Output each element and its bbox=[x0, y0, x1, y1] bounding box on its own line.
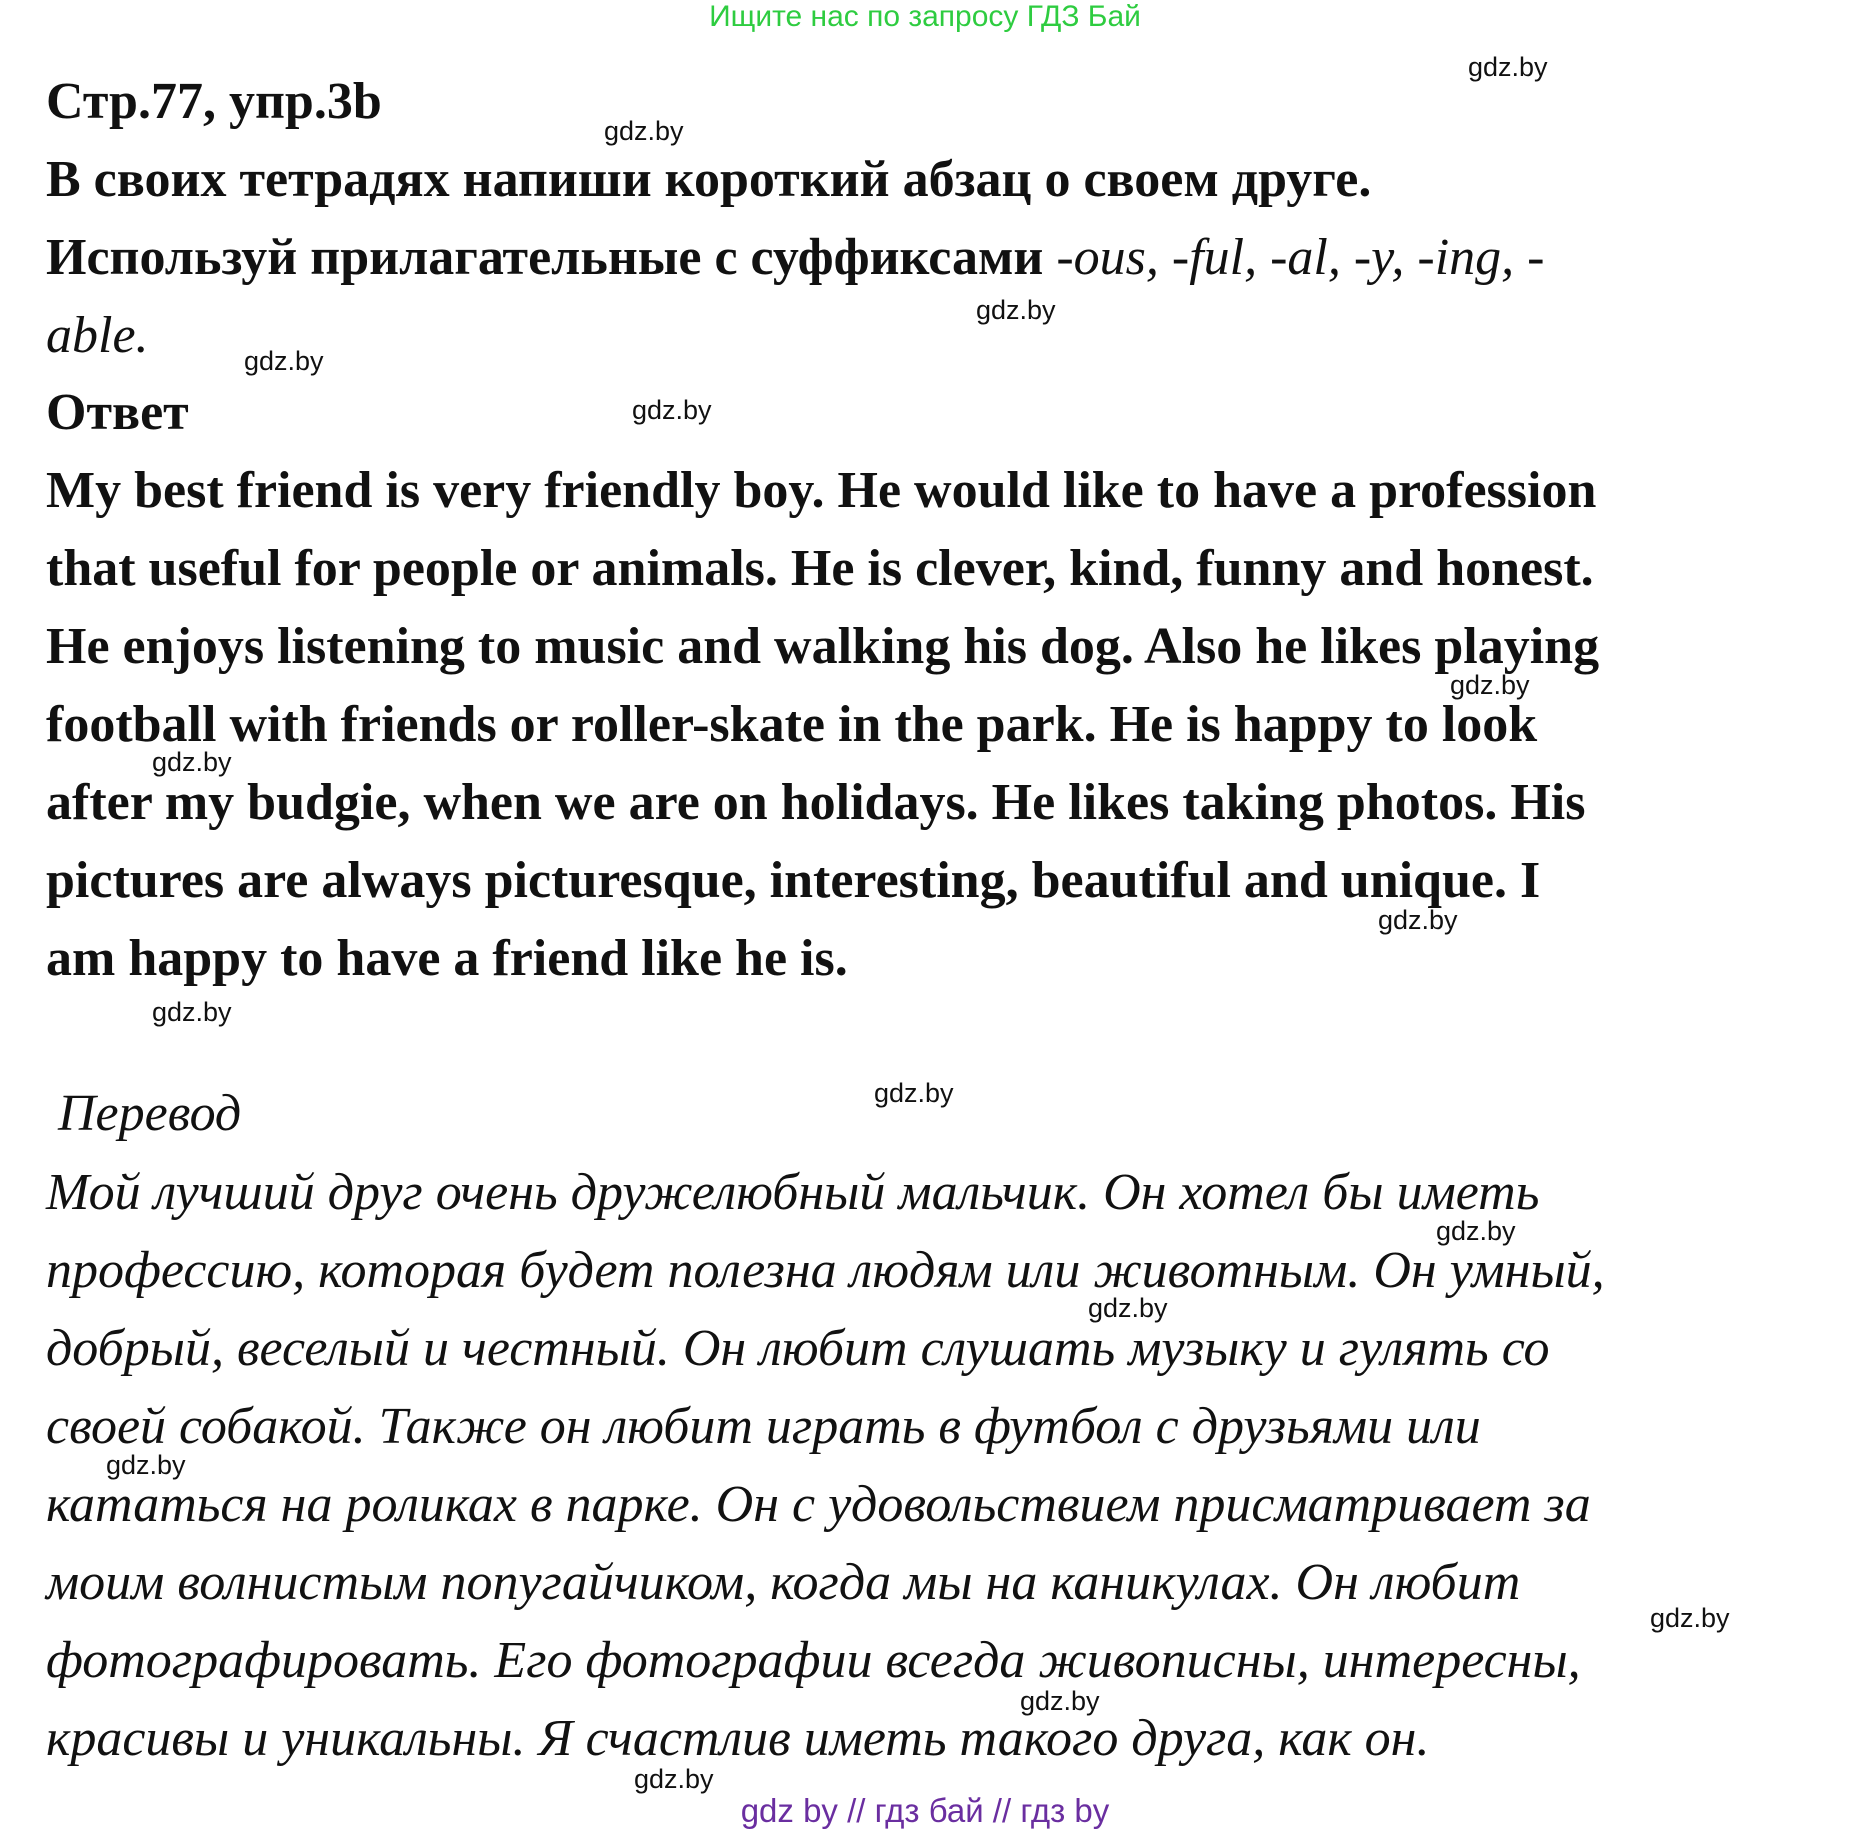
footer-links: gdz by // гдз бай // гдз by bbox=[740, 1792, 1110, 1829]
task-suffixes: -ous, -ful, -al, -y, -ing, - bbox=[1056, 229, 1545, 286]
task-line-2 bbox=[46, 229, 1545, 286]
watermark: gdz.by bbox=[632, 395, 712, 425]
watermark: gdz.by bbox=[634, 1764, 714, 1794]
watermark: gdz.by bbox=[244, 346, 324, 376]
translation-line: Мой лучший друг очень дружелюбный мальчик. Он хотел бы иметь bbox=[46, 1164, 1540, 1221]
watermark: gdz.by bbox=[152, 997, 232, 1027]
answer-line: football with friends or roller-skate in the park. He is happy to look bbox=[46, 696, 1538, 753]
watermark: gdz.by bbox=[1020, 1686, 1100, 1716]
page-heading: Стр.77, упр.3b bbox=[46, 73, 382, 130]
top-banner: Ищите нас по запросу ГДЗ Бай bbox=[709, 0, 1141, 33]
watermark: gdz.by bbox=[1450, 670, 1530, 700]
watermark: gdz.by bbox=[1088, 1293, 1168, 1323]
watermark: gdz.by bbox=[1436, 1216, 1516, 1246]
watermark: gdz.by bbox=[1468, 52, 1548, 82]
watermark: gdz.by bbox=[1650, 1603, 1730, 1633]
answer-line: am happy to have a friend like he is. bbox=[46, 930, 848, 987]
task-line-3: able. bbox=[46, 307, 149, 364]
translation-line: фотографировать. Его фотографии всегда живописны, интересны, bbox=[46, 1632, 1581, 1689]
watermark: gdz.by bbox=[106, 1450, 186, 1480]
task-line-2-bold: Используй прилагательные с суффиксами bbox=[46, 229, 1057, 286]
watermark: gdz.by bbox=[152, 747, 232, 777]
translation-line: красивы и уникальны. Я счастлив иметь такого друга, как он. bbox=[46, 1710, 1430, 1767]
translation-label: Перевод bbox=[58, 1085, 242, 1142]
answer-line: after my budgie, when we are on holidays. He likes taking photos. His bbox=[46, 774, 1586, 831]
answer-line: He enjoys listening to music and walking his dog. Also he likes playing bbox=[46, 618, 1600, 675]
watermark: gdz.by bbox=[976, 295, 1056, 325]
answer-label: Ответ bbox=[46, 384, 189, 441]
answer-line: My best friend is very friendly boy. He would like to have a profession bbox=[46, 462, 1597, 519]
translation-line: профессию, которая будет полезна людям или животным. Он умный, bbox=[46, 1242, 1605, 1299]
answer-line: pictures are always picturesque, interesting, beautiful and unique. I bbox=[46, 852, 1541, 909]
watermark: gdz.by bbox=[604, 116, 684, 146]
watermark: gdz.by bbox=[1378, 905, 1458, 935]
translation-line: моим волнистым попугайчиком, когда мы на каникулах. Он любит bbox=[46, 1554, 1521, 1611]
answer-line: that useful for people or animals. He is clever, kind, funny and honest. bbox=[46, 540, 1594, 597]
translation-line: кататься на роликах в парке. Он с удовольствием присматривает за bbox=[46, 1476, 1591, 1533]
translation-line: добрый, веселый и честный. Он любит слушать музыку и гулять со bbox=[46, 1320, 1550, 1377]
task-line-1: В своих тетрадях напиши короткий абзац о своем друге. bbox=[46, 151, 1372, 208]
watermark: gdz.by bbox=[874, 1078, 954, 1108]
translation-line: своей собакой. Также он любит играть в футбол с друзьями или bbox=[46, 1398, 1481, 1455]
